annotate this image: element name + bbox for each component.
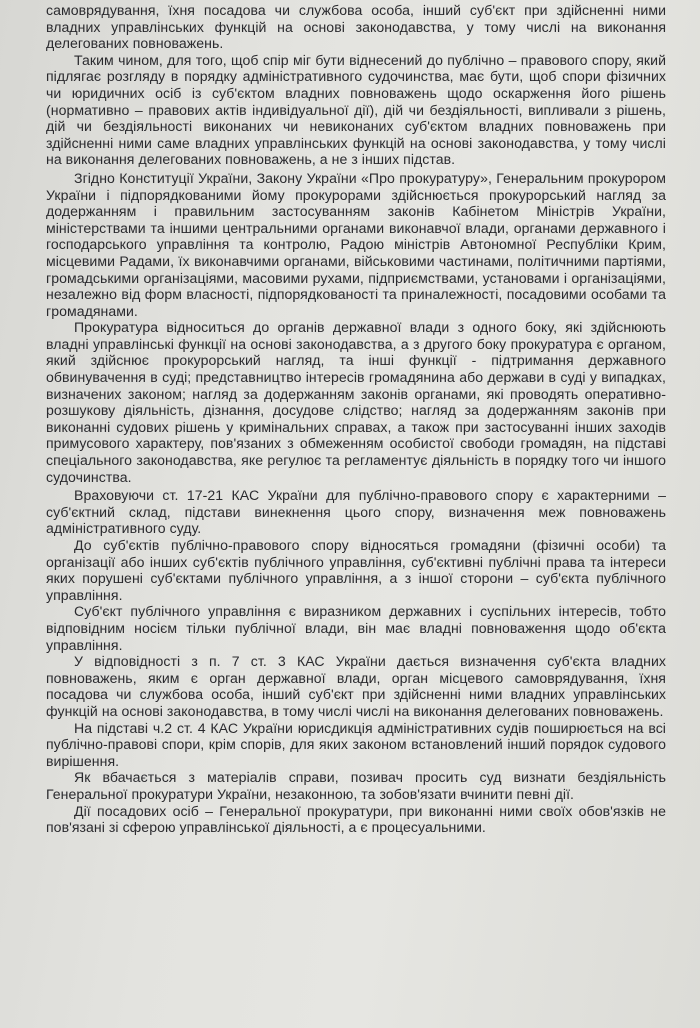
paragraph-authority-definition: У відповідності з п. 7 ст. 3 КАС України дається визначення суб'єкта владних повноважень, яким є орган державної влади, орган місцевого самоврядування, їхня посадова чи службова особа, інший суб'єкт при здійсненні ними владних управлінських функцій на основі законодавства, в тому числі числі на виконання делегованих повноважень. <box>46 653 666 719</box>
paragraph-prosecutor-supervision: Згідно Конституції України, Закону України «Про прокуратуру», Генеральним прокурором України і підпорядкованими йому прокурорами здійснюється прокурорський нагляд за додержанням і правильним застосуванням законів Кабінетом Міністрів України, міністерствами та іншими центральними органами виконавчої влади, органами державного і господарського управління та контролю, Радою міністрів Автономної Республіки Крим, місцевими Радами, їх виконавчими органами, військовими частинами, політичними партіями, громадськими організаціями, масовими рухами, підприємствами, установами і організаціями, незалежно від форм власності, підпорядкованості та приналежності, посадовими особами та громадянами. <box>46 169 666 319</box>
paragraph-dispute-subjects: До суб'єктів публічно-правового спору відносяться громадяни (фізичні особи) та організації або інших суб'єктів публічного управління, суб'єктивні публічні права та інтереси яких порушені суб'єктами публічного управління, а з іншої сторони – суб'єкта публічного управління. <box>46 537 666 603</box>
paragraph-jurisdiction: На підставі ч.2 ст. 4 КАС України юрисдикція адміністративних судів поширюється на всі публічно-правові спори, крім спорів, для яких законом встановлений інший порядок судового вирішення. <box>46 719 666 769</box>
paragraph-procedural-actions: Дії посадових осіб – Генеральної прокуратури, при виконанні ними своїх обов'язків не пов'язані зі сферою управлінської діяльності, а є процесуальними. <box>46 802 666 836</box>
paragraph-prosecution-functions: Прокуратура відноситься до органів державної влади з одного боку, які здійснюють владні управлінські функції на основі законодавства, а з другого боку прокуратура є органом, який здійснює прокурорський нагляд, та інші функції - підтримання державного обвинувачення в суді; представництво інтересів громадянина або держави в суді у випадках, визначених законом; нагляд за додержанням законів органами, які проводять оперативно-розшукову діяльність, дізнання, досудове слідство; нагляд за додержанням законів при виконанні судових рішень у кримінальних справах, а також при застосуванні інших заходів примусового характеру, пов'язаних з обмеженням особистої свободи громадян, на підставі спеціального законодавства, яке регулює та регламентує діяльність в порядку того чи іншого судочинства. <box>46 319 666 485</box>
paragraph-kas-articles: Враховуючи ст. 17-21 КАС України для публічно-правового спору є характерними – суб'єктний склад, підстави винекнення цього спору, визначення меж повноважень адміністративного суду. <box>46 487 666 537</box>
paragraph-public-administration-subject: Суб'єкт публічного управління є виразником державних і суспільних інтересів, тобто відповідним носієм тільки публічної влади, він має владні повноваження щодо об'єкта управління. <box>46 603 666 653</box>
paragraph-public-legal-dispute: Таким чином, для того, щоб спір міг бути віднесений до публічно – правового спору, який підлягає розгляду в порядку адміністративного судочинства, має бути, щоб спори фізичних чи юридичних осіб із суб'єктом владних повноважень щодо оскарження його рішень (нормативно – правових актів індивідуальної дії), дій чи бездіяльності, випливали з рішень, дій чи бездіяльності виконаних чи невиконаних суб'єктом владних повноважень при здійсненні ними саме владних управлінських функцій на основі законодавства, у тому числі на виконання делегованих повноважень, а не з інших підстав. <box>46 51 666 168</box>
paragraph-continuation: самоврядування, їхня посадова чи службова особа, інший суб'єкт при здійсненні ними владних управлінських функцій на основі законодавства, у тому числі на виконання делегованих повноважень. <box>46 2 666 52</box>
paragraph-claim: Як вбачається з матеріалів справи, позивач просить суд визнати бездіяльність Генеральної прокуратури України, незаконною, та зобов'язати вчинити певні дії. <box>46 769 666 802</box>
